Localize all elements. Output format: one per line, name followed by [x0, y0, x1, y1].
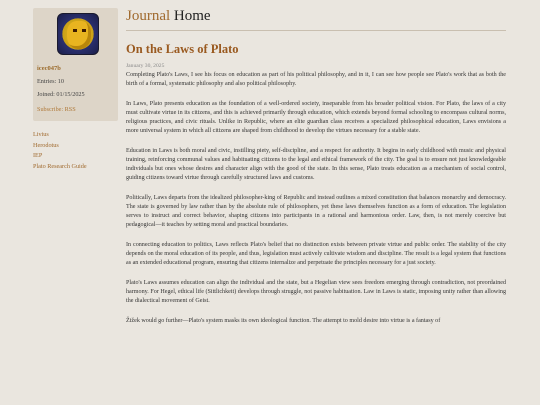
sidebar-link-iep[interactable]: IEP — [33, 152, 43, 159]
avatar-eye-icon — [73, 29, 77, 32]
entries-count: Entries: 10 — [37, 78, 64, 85]
post-paragraph: Plato's Laws assumes education can align the individual and the state, but a Hegelian view sees freedom emerging through contradiction, not preordained harmony. For Hegel, ethical life (Sittlichkeit) develops through struggle, not passive habituation. Law in Laws is static, imposing unity rather than allowing the dialectical movement of Geist. — [126, 280, 506, 304]
subscribe-rss-link[interactable]: Subscribe: RSS — [37, 106, 76, 113]
post-paragraph: Education in Laws is both moral and civic, instilling piety, self-discipline, and a respect for authority. It begins in early childhood with music and physical training, reinforcing communal values and habituating citizens to the legal and ethical framework of the city. The goal is to ensure not just knowledgeable individuals but ones whose desires and character align with the good of the state. In this sense, Plato treats education as a mechanism of social control, guiding citizens toward virtue through carefully structured laws and customs. — [126, 148, 506, 181]
post-paragraph: In connecting education to politics, Laws reflects Plato's belief that no distinction exists between private virtue and public order. The stability of the city depends on the moral education of its people, and thus, legislation must actively cultivate wisdom and discipline. The result is a legal system that functions as an extended educational program, ensuring that citizens internalize and perpetuate the principles necessary for a just society. — [126, 242, 506, 266]
profile-box — [33, 8, 118, 121]
sidebar-link-plato-guide[interactable]: Plato Research Guide — [33, 162, 87, 170]
sidebar-link-herodotus[interactable]: Herodotus — [33, 141, 59, 149]
page-title-rest: Home — [170, 8, 211, 24]
post-date: January 30, 2025 — [126, 63, 165, 69]
username[interactable]: icec047b — [37, 65, 61, 72]
post-title[interactable]: On the Laws of Plato — [126, 42, 239, 56]
post-paragraph: Žižek would go further—Plato's system masks its own ideological function. The attempt to mold desire into virtue is a fantasy of — [126, 318, 441, 324]
title-divider — [126, 30, 506, 31]
joined-date: Joined: 01/15/2025 — [37, 91, 85, 98]
main-content — [126, 8, 506, 337]
page-title — [126, 8, 506, 25]
post-paragraph: Completing Plato's Laws, I see his focus on education as part of his political philosophy, and in it, I can see how people see Plato's work that as both the birth of a formal, systematic philosophy and also political philosophy. — [126, 72, 506, 87]
post-paragraph: Politically, Laws departs from the idealized philosopher-king of Republic and instead outlines a mixed constitution that balances monarchy and democracy. The state is governed by law rather than by the absolute rule of philosophers, yet these laws themselves function as a form of education. The legislation serves to instruct and correct behavior, shaping citizens into participants in a rational and harmonious order. Law, then, is not merely coercive but pedagogical—it teaches by setting moral and practical boundaries. — [126, 195, 506, 228]
avatar-eye-icon — [82, 29, 86, 32]
sidebar-links — [33, 131, 118, 170]
page-title-accent: Journal — [126, 8, 171, 24]
post-paragraph: In Laws, Plato presents education as the foundation of a well-ordered society, inseparable from his broader political vision. For Plato, the laws of a city must cultivate virtue in its citizens, and this is achieved primarily through education, which extends beyond formal schooling to encompass cultural norms, religious practices, and civic rituals. Unlike in Republic, where an elite guardian class receives a specialized philosophical education, Laws envisions a more universal system in which all citizens are shaped from childhood to develop the virtues necessary for a stable state. — [126, 101, 506, 134]
sidebar-link-livius[interactable]: Livius — [33, 131, 49, 138]
sidebar — [33, 8, 118, 173]
avatar[interactable] — [57, 13, 99, 55]
avatar-face-icon — [67, 21, 91, 49]
